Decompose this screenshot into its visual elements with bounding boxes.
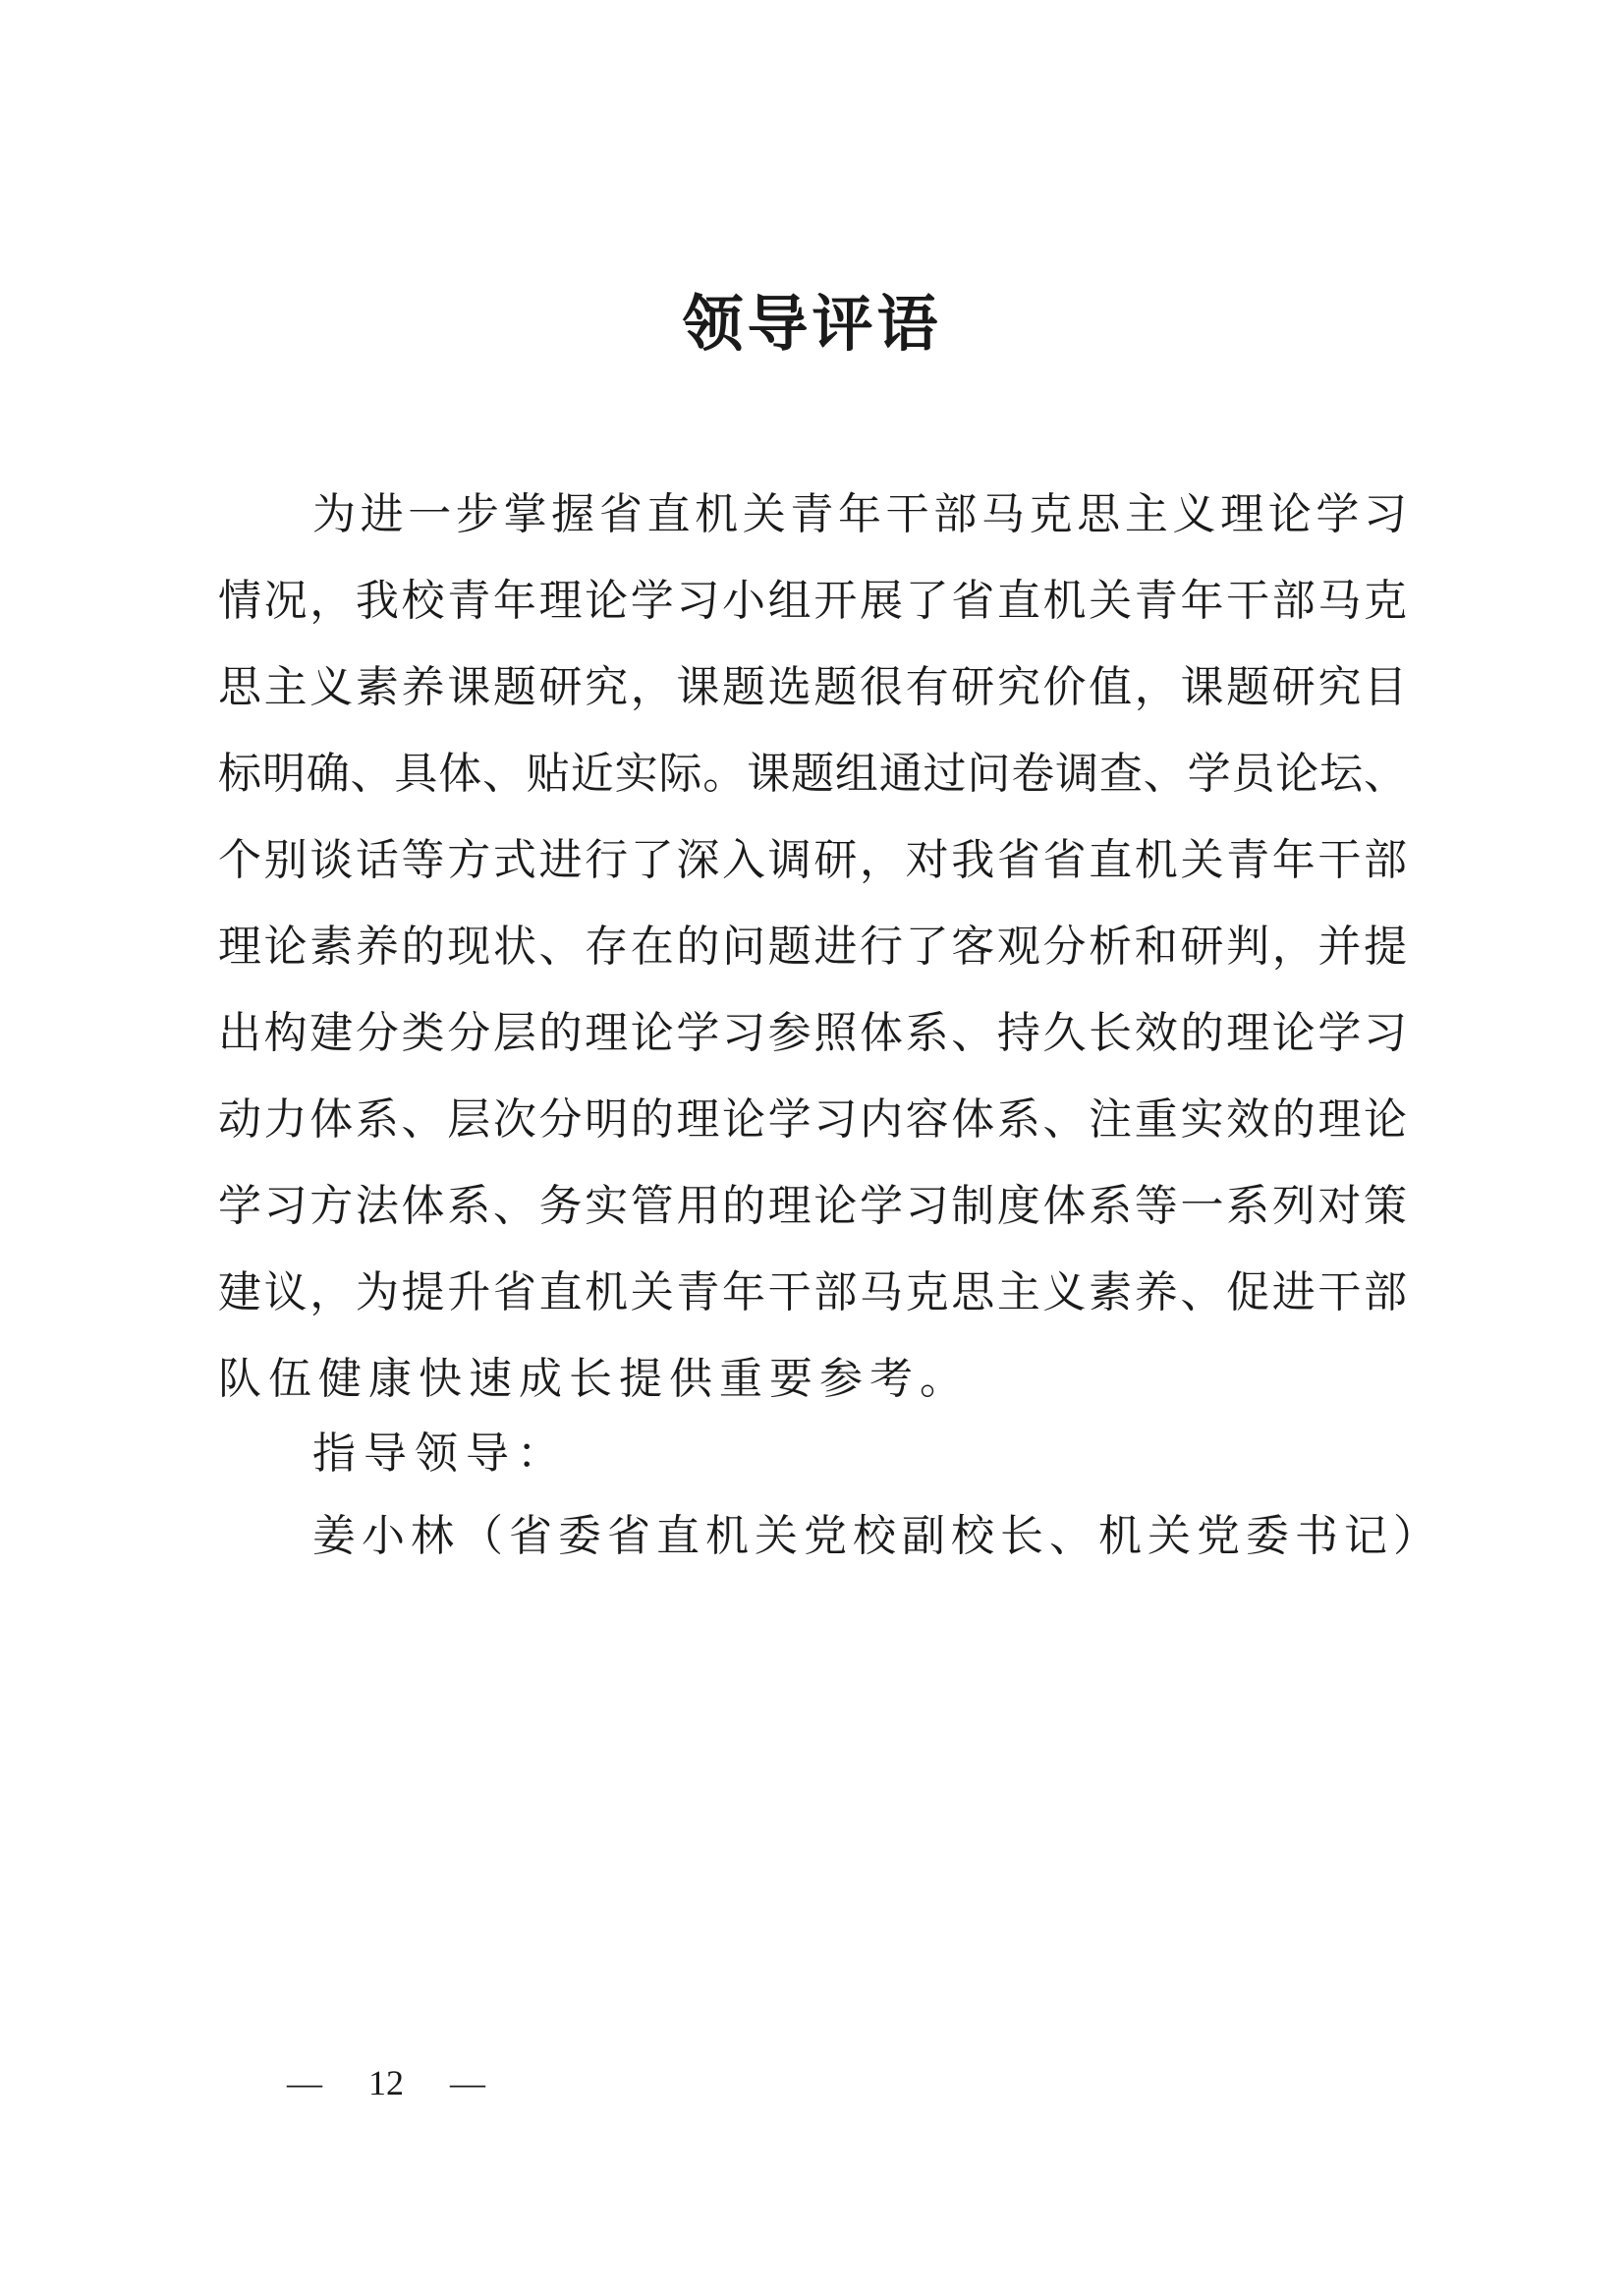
paragraph-line: 情况，我校青年理论学习小组开展了省直机关青年干部马克 (218, 576, 1407, 626)
paragraph-line: 标明确、具体、贴近实际。课题组通过问卷调查、学员论坛、 (218, 749, 1407, 799)
page-number-dash-right: — (450, 2063, 485, 2102)
guide-label: 指导领导： (312, 1428, 568, 1479)
page-number (285, 2053, 487, 2112)
page-title: 领导评语 (682, 288, 942, 360)
paragraph-line: 队伍健康快速成长提供重要参考。 (218, 1354, 970, 1404)
paragraph-line: 动力体系、层次分明的理论学习内容体系、注重实效的理论 (218, 1094, 1407, 1145)
paragraph-line: 出构建分类分层的理论学习参照体系、持久长效的理论学习 (218, 1008, 1407, 1058)
paragraph-line: 为进一步掌握省直机关青年干部马克思主义理论学习 (312, 489, 1407, 539)
page-number-value: 12 (368, 2063, 404, 2102)
paragraph-line: 个别谈话等方式进行了深入调研，对我省省直机关青年干部 (218, 835, 1407, 885)
paragraph-line: 学习方法体系、务实管用的理论学习制度体系等一系列对策 (218, 1181, 1407, 1231)
paragraph-line: 理论素养的现状、存在的问题进行了客观分析和研判，并提 (218, 922, 1407, 972)
paragraph-line: 建议，为提升省直机关青年干部马克思主义素养、促进干部 (218, 1267, 1407, 1317)
guide-person: 姜小林（省委省直机关党校副校长、机关党委书记） (312, 1511, 1442, 1561)
paragraph-line: 思主义素养课题研究，课题选题很有研究价值，课题研究目 (218, 662, 1407, 712)
comment-paragraph (218, 472, 1407, 1423)
page-number-dash-left: — (287, 2063, 322, 2102)
